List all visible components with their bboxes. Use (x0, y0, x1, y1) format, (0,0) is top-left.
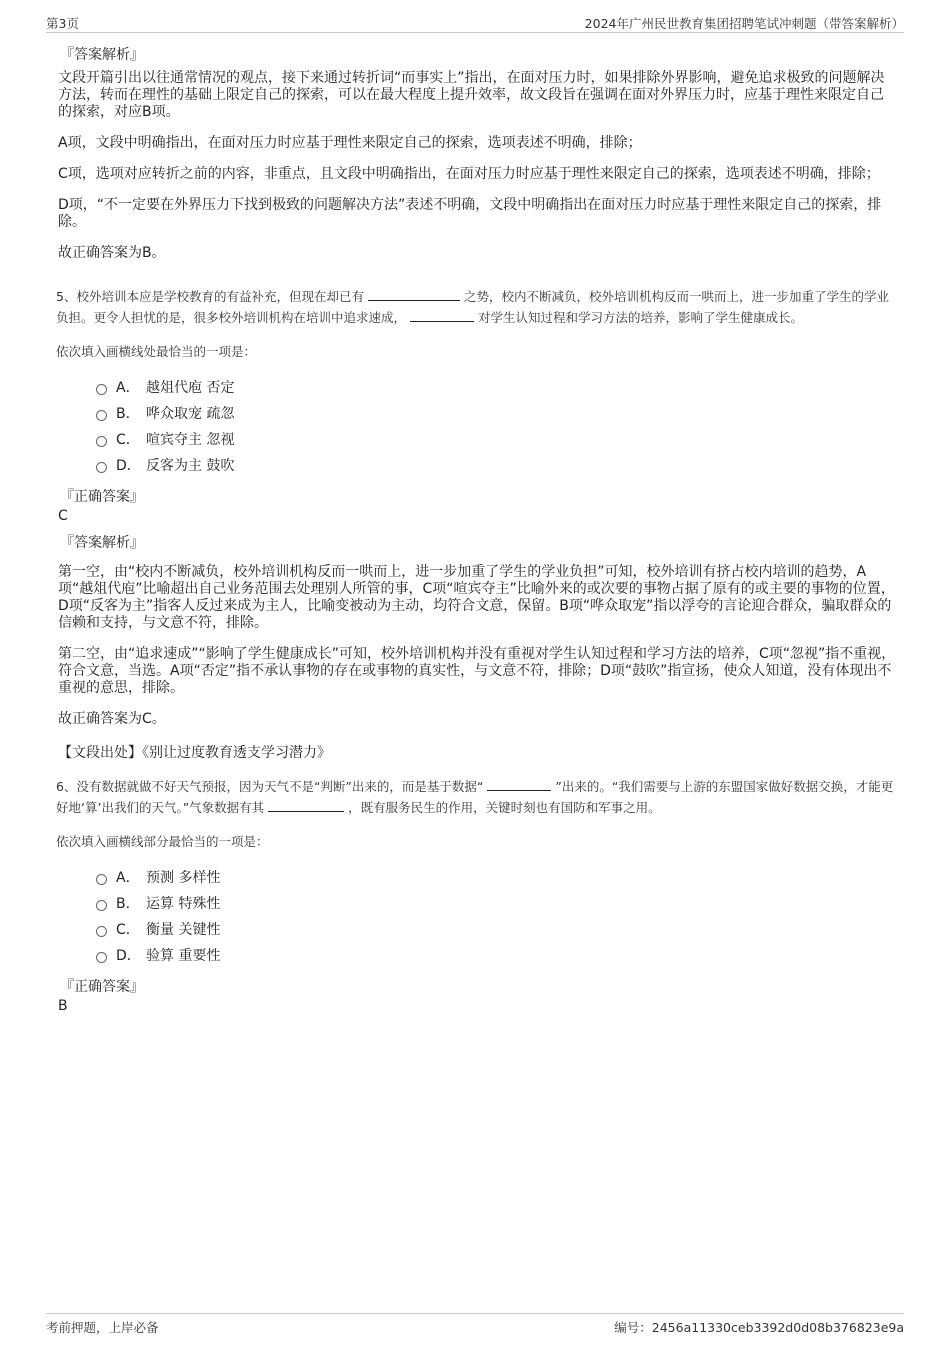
option-d[interactable]: D． 验算 重要性 (96, 942, 896, 968)
radio-icon[interactable] (96, 410, 107, 421)
radio-icon[interactable] (96, 874, 107, 885)
footer-slogan: 考前押题，上岸必备 (46, 1320, 159, 1335)
analysis-paragraph: C项，选项对应转折之前的内容，非重点，且文段中明确指出，在面对压力时应基于理性来限定自己的探索，选项表述不明确，排除； (58, 166, 880, 182)
source-citation: 【文段出处】《别让过度教育透支学习潜力》 (58, 745, 331, 761)
fill-blank (368, 288, 460, 301)
correct-answer: C (58, 508, 68, 524)
radio-icon[interactable] (96, 384, 107, 395)
option-c[interactable]: C． 衡量 关键性 (96, 916, 896, 942)
page-header (46, 12, 904, 33)
question-prompt: 依次填入画横线处最恰当的一项是： (56, 344, 257, 359)
answer-label: 『正确答案』 (60, 489, 144, 505)
radio-icon[interactable] (96, 462, 107, 473)
radio-icon[interactable] (96, 900, 107, 911)
analysis-label: 『答案解析』 (60, 535, 144, 551)
correct-answer: B (58, 998, 68, 1014)
analysis-label: 『答案解析』 (60, 47, 144, 63)
page-footer (46, 1313, 904, 1336)
analysis-paragraph: D项，“不一定要在外界压力下找到极致的问题解决方法”表述不明确，文段中明确指出在面对压力时应基于理性来限定自己的探索，排除。 (58, 197, 882, 230)
option-b[interactable]: B． 哗众取宠 疏忽 (96, 400, 896, 426)
radio-icon[interactable] (96, 952, 107, 963)
analysis-paragraph: 第二空，由“追求速成”“影响了学生健康成长”可知，校外培训机构并没有重视对学生认知过程和学习方法的培养，C项“忽视”指不重视，符合文意，当选。A项“否定”指不承认事物的存在或事物的真实性，与文意不符，排除；D项“鼓吹”指宣扬，使众人知道，没有体现出不重视的意思，排除。 (58, 646, 896, 696)
option-a[interactable]: A． 越俎代庖 否定 (96, 374, 896, 400)
radio-icon[interactable] (96, 926, 107, 937)
fill-blank (487, 778, 551, 791)
question-prompt: 依次填入画横线部分最恰当的一项是： (56, 834, 269, 849)
options-list (96, 864, 896, 968)
answer-label: 『正确答案』 (60, 979, 144, 995)
analysis-conclusion: 故正确答案为C。 (58, 711, 166, 727)
page-content (56, 44, 896, 1022)
options-list (96, 374, 896, 478)
question-6: 6、没有数据就做不好天气预报，因为天气不是“判断”出来的，而是基于数据“ ”出来的。“我们需要与上游的东盟国家做好数据交换，才能更好地‘算’出我们的天气。”气象数据有其 ，既有服务民生的作用，关键时刻也有国防和军事之用。 (56, 779, 894, 815)
option-d[interactable]: D． 反客为主 鼓吹 (96, 452, 896, 478)
fill-blank (410, 309, 474, 322)
question-5: 5、校外培训本应是学校教育的有益补充，但现在却已有 之势，校内不断减负，校外培训机构反而一哄而上，进一步加重了学生的学业负担。更令人担忧的是，很多校外培训机构在培训中追求速成， 对学生认知过程和学习方法的培养，影响了学生健康成长。 (56, 289, 889, 325)
option-c[interactable]: C． 喧宾夺主 忽视 (96, 426, 896, 452)
analysis-paragraph: 第一空，由“校内不断减负，校外培训机构反而一哄而上，进一步加重了学生的学业负担”可知，校外培训有挤占校内培训的趋势，A项“越俎代庖”比喻超出自己业务范围去处理别人所管的事，C项“喧宾夺主”比喻外来的或次要的事物占据了原有的或主要的事物的位置，D项“反客为主”指客人反过来成为主人，比喻变被动为主动，均符合文意，保留。B项“哗众取宠”指以浮夸的言论迎合群众，骗取群众的信赖和支持，与文意不符，排除。 (58, 564, 895, 631)
analysis-paragraph: A项，文段中明确指出，在面对压力时应基于理性来限定自己的探索，选项表述不明确，排除； (58, 135, 642, 151)
radio-icon[interactable] (96, 436, 107, 447)
document-title: 2024年广州民世教育集团招聘笔试冲刺题（带答案解析） (584, 16, 904, 31)
option-b[interactable]: B． 运算 特殊性 (96, 890, 896, 916)
page-number: 第3页 (46, 16, 79, 31)
analysis-conclusion: 故正确答案为B。 (58, 245, 166, 261)
option-a[interactable]: A． 预测 多样性 (96, 864, 896, 890)
analysis-paragraph: 文段开篇引出以往通常情况的观点，接下来通过转折词“而事实上”指出，在面对压力时，如果排除外界影响，避免追求极致的问题解决方法，转而在理性的基础上限定自己的探索，可以在最大程度上提升效率，故文段旨在强调在面对外界压力时，应基于理性来限定自己的探索，对应B项。 (58, 70, 885, 120)
fill-blank (268, 799, 344, 812)
document-id: 编号：2456a11330ceb3392d0d08b376823e9a (614, 1320, 904, 1335)
